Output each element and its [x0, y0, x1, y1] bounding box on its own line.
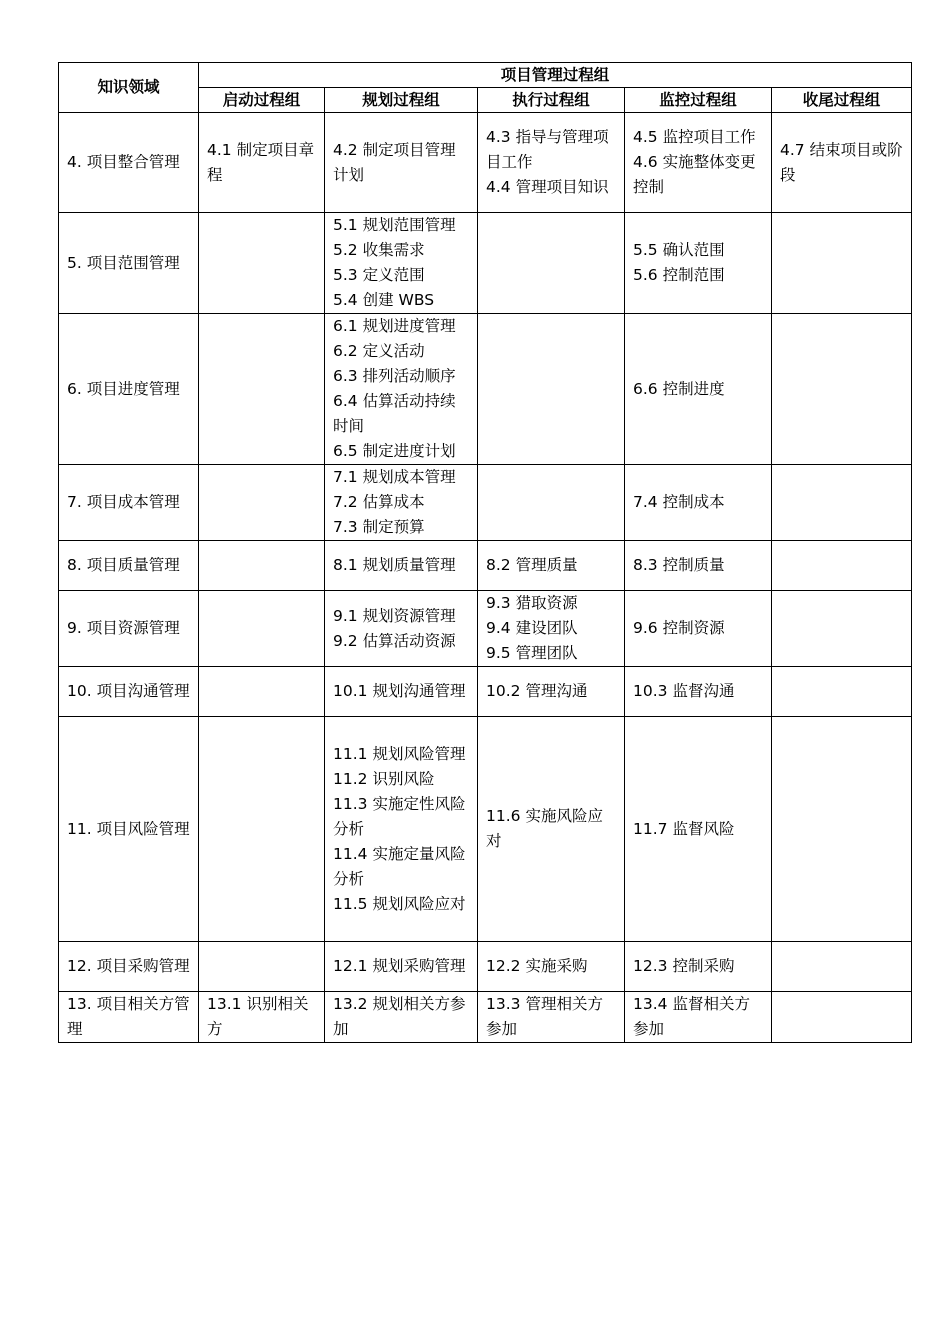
monitoring-cell: [625, 213, 772, 314]
process-item: 12.2 实施采购: [486, 957, 588, 975]
monitoring-cell: [625, 717, 772, 942]
knowledge-area-cell: 8. 项目质量管理: [59, 541, 199, 591]
table-row: [59, 942, 912, 992]
initiating-cell: [199, 541, 325, 591]
process-item: 4.1 制定项目章程: [207, 140, 315, 184]
process-item: 9.6 控制资源: [633, 619, 725, 637]
process-item: 9.3 猎取资源: [486, 594, 578, 612]
process-item: 6.6 控制进度: [633, 379, 725, 398]
process-item: 12.1 规划采购管理: [333, 957, 466, 975]
table-row: [59, 541, 912, 591]
process-item: 11.1 规划风险管理: [333, 744, 466, 763]
header-row-top: [59, 63, 912, 88]
closing-cell: [772, 465, 912, 541]
initiating-cell: [199, 667, 325, 717]
process-item: 8.3 控制质量: [633, 556, 725, 574]
planning-cell: [325, 213, 478, 314]
monitoring-cell: [625, 465, 772, 541]
planning-cell: [325, 942, 478, 992]
closing-cell: [772, 113, 912, 213]
table-row: [59, 717, 912, 942]
initiating-cell: [199, 314, 325, 465]
planning-cell: [325, 113, 478, 213]
process-item: 5.6 控制范围: [633, 266, 725, 284]
process-item: 6.1 规划进度管理: [333, 317, 456, 335]
planning-cell: [325, 667, 478, 717]
knowledge-area-cell: 7. 项目成本管理: [59, 465, 199, 541]
initiating-cell: [199, 717, 325, 942]
monitoring-cell: [625, 591, 772, 667]
planning-cell: [325, 465, 478, 541]
process-item: 12.3 控制采购: [633, 957, 735, 975]
process-item: 5.4 创建 WBS: [333, 291, 435, 309]
table-row: [59, 992, 912, 1043]
closing-cell: [772, 314, 912, 465]
process-group-table: [58, 62, 912, 1043]
knowledge-area-cell: 12. 项目采购管理: [59, 942, 199, 992]
planning-cell: [325, 717, 478, 942]
header-initiating: 启动过程组: [199, 88, 325, 113]
monitoring-cell: [625, 314, 772, 465]
process-item: 4.6 实施整体变更控制: [633, 153, 756, 196]
process-item: 5.1 规划范围管理: [333, 216, 456, 234]
table-body: [59, 113, 912, 1043]
knowledge-area-cell: 13. 项目相关方管理: [59, 992, 199, 1043]
initiating-cell: [199, 992, 325, 1043]
table-row: [59, 465, 912, 541]
closing-cell: [772, 213, 912, 314]
executing-cell: [478, 992, 625, 1043]
initiating-cell: [199, 591, 325, 667]
knowledge-area-cell: 5. 项目范围管理: [59, 213, 199, 314]
process-item: 4.7 结束项目或阶段: [780, 140, 903, 184]
planning-cell: [325, 541, 478, 591]
knowledge-area-cell: 4. 项目整合管理: [59, 113, 199, 213]
process-item: 11.5 规划风险应对: [333, 894, 466, 913]
planning-cell: [325, 992, 478, 1043]
process-item: 5.2 收集需求: [333, 241, 425, 259]
initiating-cell: [199, 942, 325, 992]
initiating-cell: [199, 465, 325, 541]
process-item: 9.2 估算活动资源: [333, 631, 456, 650]
process-item: 9.5 管理团队: [486, 644, 578, 662]
table-row: [59, 591, 912, 667]
monitoring-cell: [625, 541, 772, 591]
planning-cell: [325, 591, 478, 667]
header-executing: 执行过程组: [478, 88, 625, 113]
monitoring-cell: [625, 942, 772, 992]
process-item: 5.3 定义范围: [333, 266, 425, 284]
executing-cell: [478, 667, 625, 717]
knowledge-area-cell: 10. 项目沟通管理: [59, 667, 199, 717]
process-item: 7.4 控制成本: [633, 493, 725, 511]
process-item: 7.1 规划成本管理: [333, 468, 456, 486]
process-item: 6.5 制定进度计划: [333, 442, 456, 460]
process-item: 5.5 确认范围: [633, 241, 725, 259]
executing-cell: [478, 314, 625, 465]
process-item: 10.3 监督沟通: [633, 682, 735, 700]
closing-cell: [772, 667, 912, 717]
process-item: 13.2 规划相关方参加: [333, 995, 466, 1038]
planning-cell: [325, 314, 478, 465]
closing-cell: [772, 992, 912, 1043]
process-item: 8.1 规划质量管理: [333, 556, 456, 574]
process-item: 4.2 制定项目管理计划: [333, 140, 456, 184]
process-item: 8.2 管理质量: [486, 556, 578, 574]
process-item: 4.4 管理项目知识: [486, 178, 609, 196]
process-item: 6.2 定义活动: [333, 342, 425, 360]
process-item: 13.1 识别相关方: [207, 995, 309, 1038]
monitoring-cell: [625, 113, 772, 213]
header-planning: 规划过程组: [325, 88, 478, 113]
executing-cell: [478, 942, 625, 992]
executing-cell: [478, 113, 625, 213]
table-row: [59, 667, 912, 717]
process-item: 9.4 建设团队: [486, 619, 578, 637]
process-item: 7.2 估算成本: [333, 493, 425, 511]
process-item: 6.4 估算活动持续时间: [333, 392, 456, 435]
knowledge-area-cell: 9. 项目资源管理: [59, 591, 199, 667]
executing-cell: [478, 541, 625, 591]
closing-cell: [772, 541, 912, 591]
closing-cell: [772, 942, 912, 992]
knowledge-area-cell: 6. 项目进度管理: [59, 314, 199, 465]
initiating-cell: [199, 213, 325, 314]
closing-cell: [772, 717, 912, 942]
header-monitoring: 监控过程组: [625, 88, 772, 113]
process-item: 11.3 实施定性风险分析: [333, 794, 466, 838]
executing-cell: [478, 465, 625, 541]
process-item: 6.3 排列活动顺序: [333, 367, 456, 385]
process-item: 4.3 指导与管理项目工作: [486, 128, 609, 171]
table-row: [59, 213, 912, 314]
monitoring-cell: [625, 992, 772, 1043]
process-item: 10.1 规划沟通管理: [333, 682, 466, 700]
process-item: 10.2 管理沟通: [486, 682, 588, 700]
process-item: 11.2 识别风险: [333, 769, 435, 788]
monitoring-cell: [625, 667, 772, 717]
header-closing: 收尾过程组: [772, 88, 912, 113]
initiating-cell: [199, 113, 325, 213]
process-item: 11.7 监督风险: [633, 819, 735, 838]
process-item: 9.1 规划资源管理: [333, 606, 456, 625]
table-row: [59, 113, 912, 213]
header-process-groups: 项目管理过程组: [199, 63, 912, 88]
executing-cell: [478, 591, 625, 667]
process-item: 13.3 管理相关方参加: [486, 995, 603, 1038]
process-item: 4.5 监控项目工作: [633, 128, 756, 146]
closing-cell: [772, 591, 912, 667]
process-item: 13.4 监督相关方参加: [633, 995, 750, 1038]
knowledge-area-cell: 11. 项目风险管理: [59, 717, 199, 942]
process-item: 11.6 实施风险应对: [486, 807, 603, 850]
header-knowledge-area: 知识领域: [59, 63, 199, 113]
executing-cell: [478, 717, 625, 942]
table-row: [59, 314, 912, 465]
executing-cell: [478, 213, 625, 314]
process-item: 7.3 制定预算: [333, 518, 425, 536]
process-item: 11.4 实施定量风险分析: [333, 844, 466, 888]
